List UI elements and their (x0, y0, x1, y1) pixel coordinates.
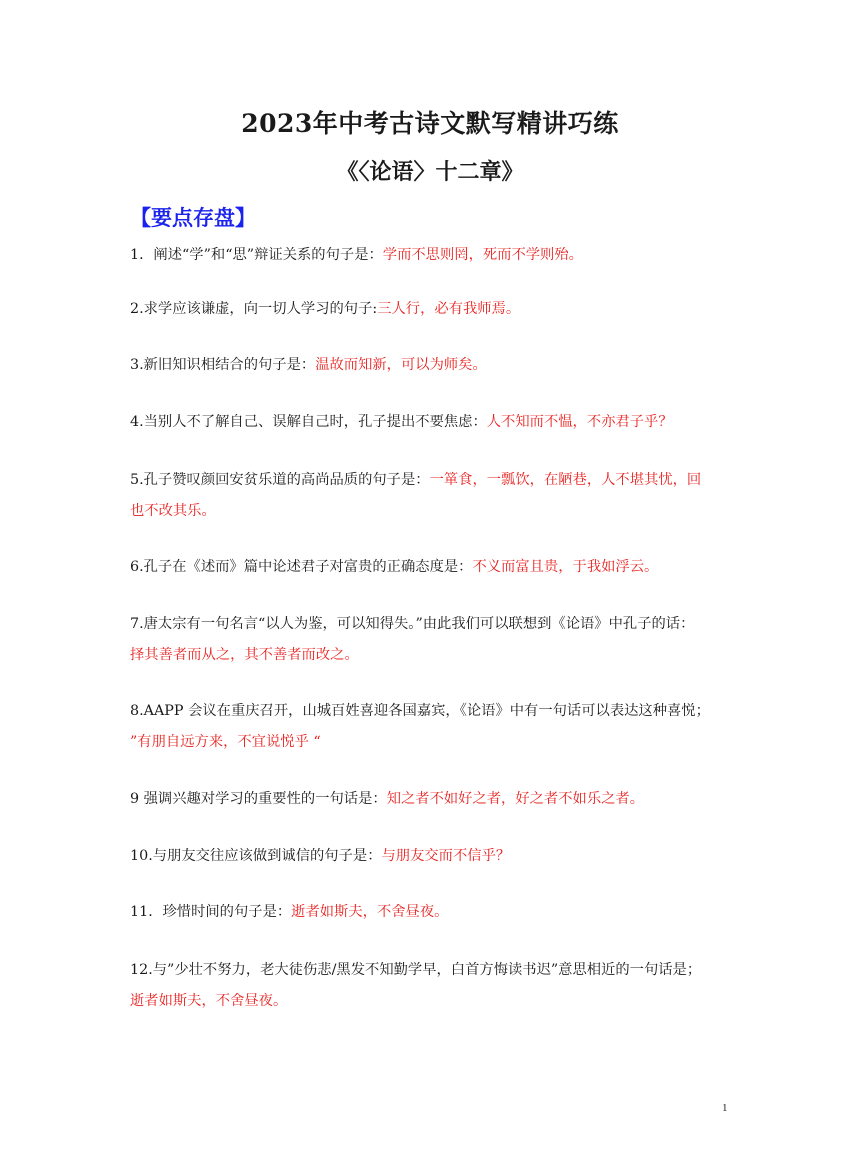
question-text: 2.求学应该谦虚，向一切人学习的句子: (130, 301, 378, 317)
list-item (130, 552, 735, 583)
answer-text-continued: ”有朋自远方来，不宜说悦乎 “ (130, 734, 321, 750)
list-item (130, 784, 735, 815)
list-item (130, 897, 735, 928)
answer-text: 温故而知新，可以为师矣。 (315, 357, 487, 373)
question-text: 6.孔子在《述而》篇中论述君子对富贵的正确态度是： (130, 559, 473, 575)
list-item (130, 696, 735, 758)
list-item (130, 240, 735, 271)
list-item (130, 350, 735, 381)
section-heading: 【要点存盘】 (130, 205, 256, 230)
answer-text: 人不知而不愠，不亦君子乎？ (486, 414, 673, 430)
list-item (130, 294, 735, 325)
question-text: 7.唐太宗有一句名言“以人为鉴，可以知得失。”由此我们可以联想到《论语》中孔子的话： (130, 616, 695, 632)
question-text: 9 强调兴趣对学习的重要性的一句话是： (130, 791, 387, 807)
question-text: 5.孔子赞叹颜回安贫乐道的高尚品质的句子是： (130, 472, 430, 488)
answer-text: 学而不思则罔，死而不学则殆。 (382, 247, 583, 263)
answer-text: 三人行，必有我师焉。 (377, 301, 521, 317)
question-text: 10.与朋友交往应该做到诚信的句子是： (130, 848, 382, 864)
answer-text: 知之者不如好之者，好之者不如乐之者。 (386, 791, 645, 807)
answer-text: 不义而富且贵，于我如浮云。 (472, 559, 659, 575)
list-item (130, 609, 735, 671)
question-text: 1．阐述“学”和“思”辩证关系的句子是： (130, 247, 383, 263)
answer-text: 与朋友交而不信乎？ (381, 848, 511, 864)
document-title: 2023年中考古诗文默写精讲巧练 (241, 109, 619, 138)
question-text: 3.新旧知识相结合的句子是： (130, 357, 316, 373)
answer-text-continued: 择其善者而从之，其不善者而改之。 (130, 647, 359, 663)
page-number: 1 (722, 1102, 728, 1114)
list-item (130, 841, 735, 872)
answer-text-continued: 逝者如斯夫，不舍昼夜。 (130, 993, 288, 1009)
question-text: 8.AAPP 会议在重庆召开，山城百姓喜迎各国嘉宾，《论语》中有一句话可以表达这种喜悦； (130, 703, 710, 719)
question-text: 4.当别人不了解自己、误解自己时，孔子提出不要焦虑： (130, 414, 487, 430)
answer-text: 一箪食，一瓢饮，在陋巷，人不堪其忧，回 (429, 472, 702, 488)
question-text: 11．珍惜时间的句子是： (130, 904, 292, 920)
list-item (130, 955, 735, 1017)
answer-text-continued: 也不改其乐。 (130, 503, 216, 519)
document-subtitle: 《〈论语〉十二章》 (336, 159, 524, 185)
answer-text: 逝者如斯夫，不舍昼夜。 (291, 904, 449, 920)
list-item (130, 407, 735, 438)
question-text: 12.与”少壮不努力，老大徒伤悲/黑发不知勤学早，白首方悔读书迟”意思相近的一句话是； (130, 962, 702, 978)
list-item (130, 465, 735, 527)
